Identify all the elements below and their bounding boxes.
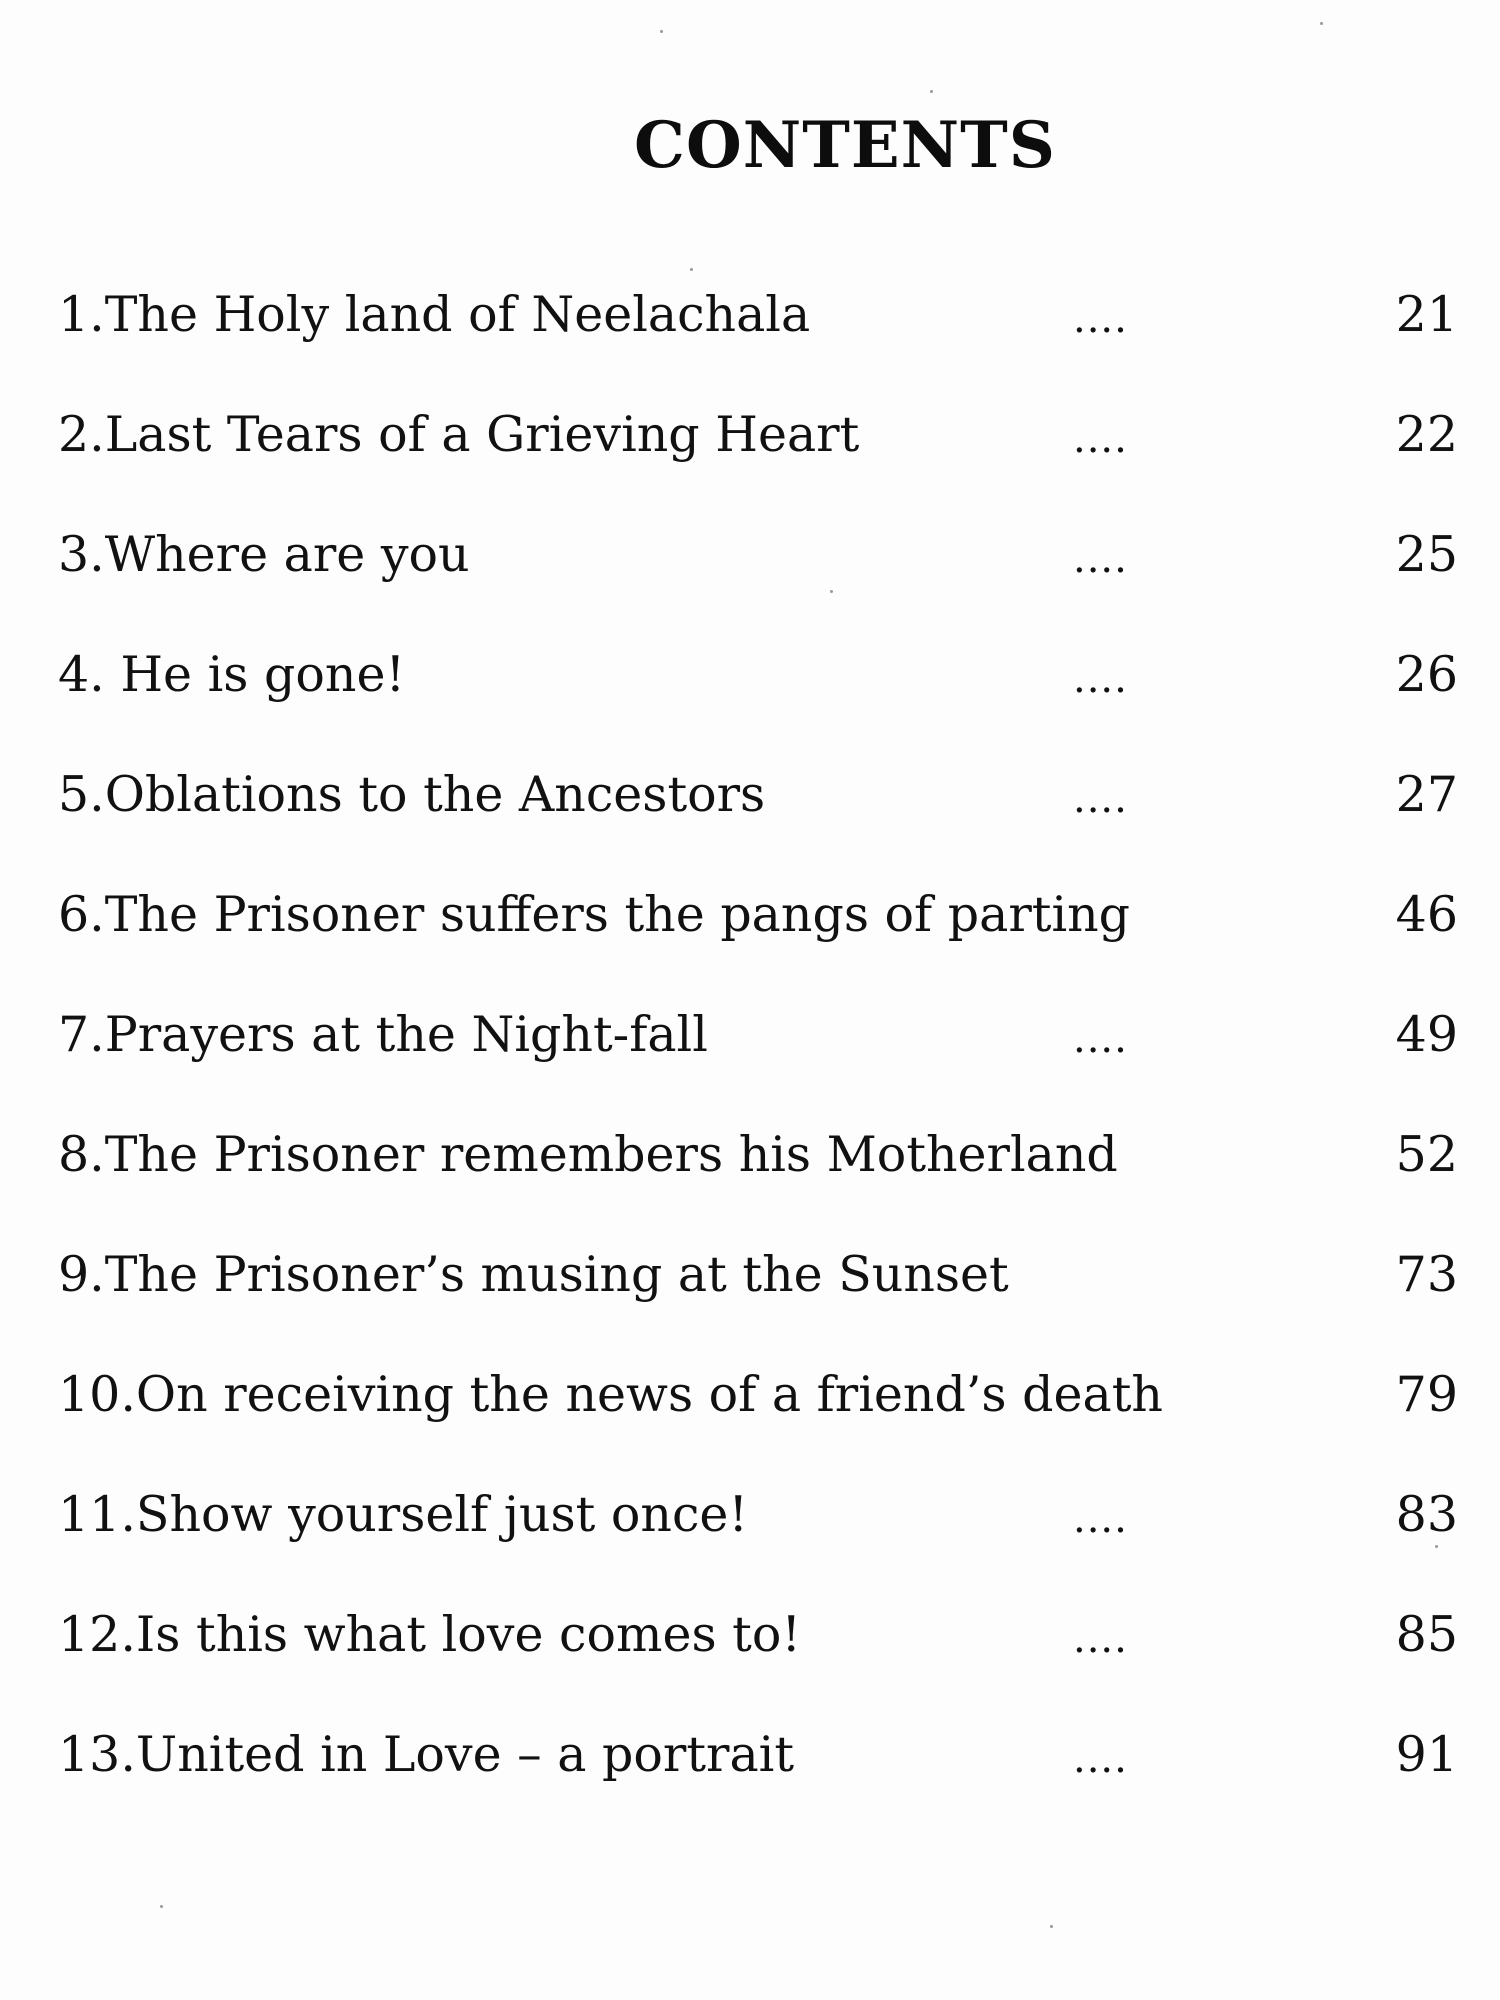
toc-entry-title: 9.The Prisoner’s musing at the Sunset (58, 1246, 1009, 1303)
toc-entry-page: 46 (1395, 886, 1458, 943)
toc-entry-page: 83 (1395, 1486, 1458, 1543)
toc-entry (58, 1360, 1458, 1480)
toc-entry-page: 79 (1395, 1366, 1458, 1423)
toc-entry-title: 2.Last Tears of a Grieving Heart (58, 406, 860, 463)
scan-speck (1320, 22, 1323, 25)
toc-entry-leader: .... (1073, 1016, 1128, 1062)
toc-entry-title: 1.The Holy land of Neelachala (58, 286, 811, 343)
toc-entry-page: 52 (1395, 1126, 1458, 1183)
toc-entry (58, 880, 1458, 1000)
toc-entry-page: 22 (1395, 406, 1458, 463)
scan-speck (690, 268, 693, 271)
toc-entry-page: 27 (1395, 766, 1458, 823)
toc-entry-title: 8.The Prisoner remembers his Motherland (58, 1126, 1118, 1183)
scan-speck (830, 590, 833, 593)
scan-speck (160, 1905, 163, 1908)
toc-entry-title: 12.Is this what love comes to! (58, 1606, 802, 1663)
toc-entry (58, 1000, 1458, 1120)
toc-entry-leader: .... (1073, 1496, 1128, 1542)
toc-entry-title: 13.United in Love – a portrait (58, 1726, 795, 1783)
toc-entry-page: 21 (1395, 286, 1458, 343)
toc-entry (58, 280, 1458, 400)
scan-speck (1050, 1925, 1053, 1928)
contents-heading: CONTENTS (634, 108, 1056, 183)
toc-entry-page: 85 (1395, 1606, 1458, 1663)
toc-entry-title: 6.The Prisoner suffers the pangs of parting (58, 886, 1131, 943)
toc-entry-page: 25 (1395, 526, 1458, 583)
toc-entry-title: 4. He is gone! (58, 646, 406, 703)
toc-entry (58, 760, 1458, 880)
toc-entry-title: 7.Prayers at the Night-fall (58, 1006, 708, 1063)
toc-entry-page: 49 (1395, 1006, 1458, 1063)
toc-entry-title: 10.On receiving the news of a friend’s death (58, 1366, 1163, 1423)
toc-entry (58, 1240, 1458, 1360)
toc-entry (58, 640, 1458, 760)
toc-entry-page: 26 (1395, 646, 1458, 703)
toc-entry (58, 1600, 1458, 1720)
toc-entry-leader: .... (1073, 776, 1128, 822)
scan-speck (930, 90, 933, 93)
toc-entry-leader: .... (1073, 296, 1128, 342)
toc-entry (58, 1720, 1458, 1840)
toc-entry-title: 11.Show yourself just once! (58, 1486, 749, 1543)
scan-speck (1435, 1545, 1438, 1548)
toc-entry (58, 1120, 1458, 1240)
toc-entry-page: 73 (1395, 1246, 1458, 1303)
toc-entry (58, 520, 1458, 640)
toc-entry-leader: .... (1073, 536, 1128, 582)
toc-entry-title: 5.Oblations to the Ancestors (58, 766, 766, 823)
scan-speck (660, 30, 663, 33)
toc-entry-leader: .... (1073, 656, 1128, 702)
toc-entry-leader: .... (1073, 416, 1128, 462)
toc-entry-leader: .... (1073, 1736, 1128, 1782)
toc-entry-title: 3.Where are you (58, 526, 470, 583)
toc-entry-leader: .... (1073, 1616, 1128, 1662)
toc-entry (58, 400, 1458, 520)
toc-entry-page: 91 (1395, 1726, 1458, 1783)
toc-entry (58, 1480, 1458, 1600)
table-of-contents (58, 280, 1458, 1840)
